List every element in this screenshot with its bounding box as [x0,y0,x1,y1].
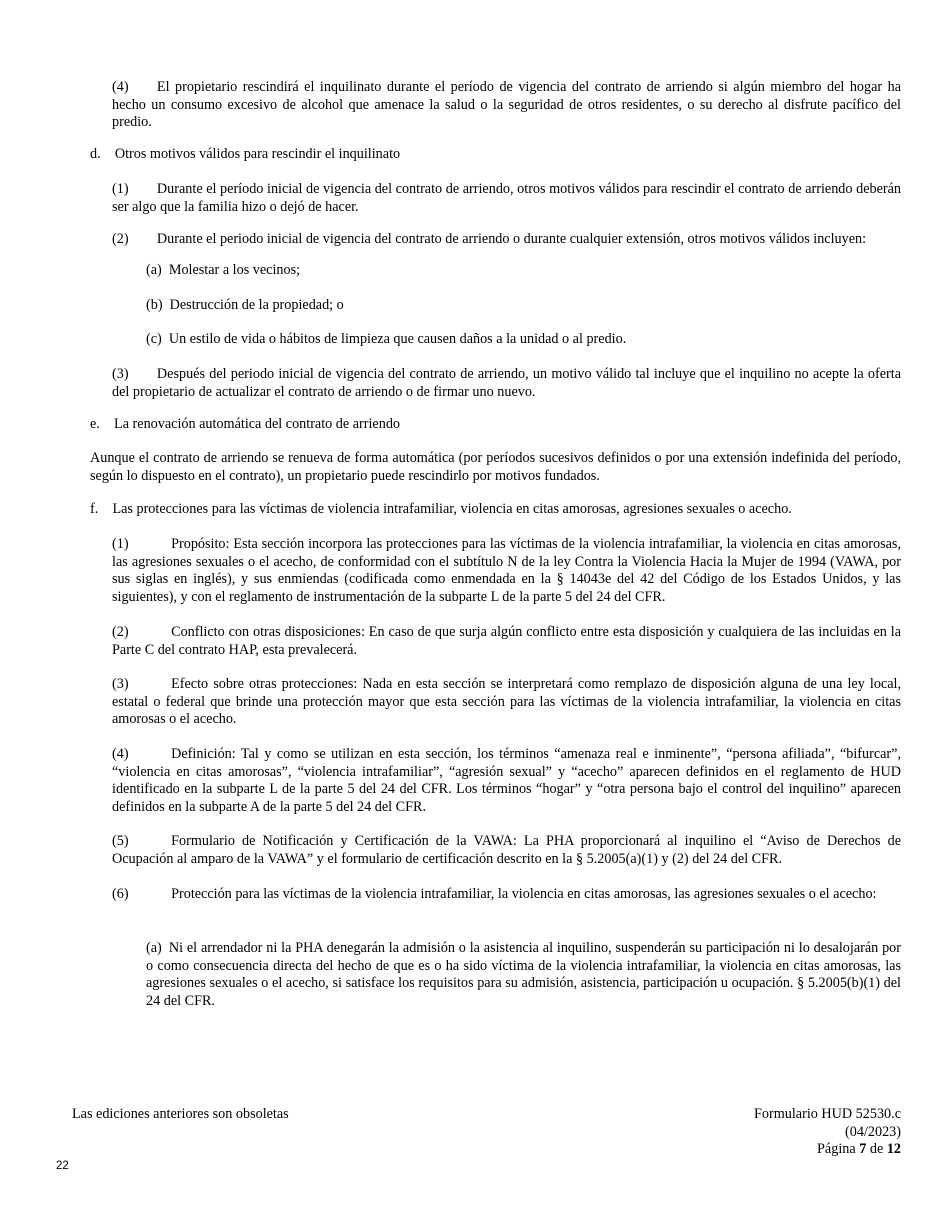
paragraph-d3: (3) Después del periodo inicial de vigencia del contrato de arriendo, un motivo válido tal incluye que el inquilino no acepte la oferta del propietario de actualizar el contrato de arriendo o de firmar uno nuevo. [112,366,901,400]
paragraph-f3: (3) Efecto sobre otras protecciones: Nada en esta sección se interpretará como remplazo de disposición alguna de una ley local, estatal o federal que brinde una protección mayor que esta sección para las víctimas de la violencia intrafamiliar, la violencia en citas amorosas o el acecho. [112,676,901,728]
page-current: 7 [859,1141,867,1158]
paragraph-f2: (2) Conflicto con otras disposiciones: En caso de que surja algún conflicto entre esta disposición y cualquiera de las incluidas en la Parte C del contrato HAP, esta prevalecerá. [112,624,901,658]
footer-edition-note: Las ediciones anteriores son obsoletas [72,1106,289,1122]
list-item-d2b: (b) Destrucción de la propiedad; o [146,297,344,313]
footer-page-indicator [754,1141,901,1159]
page-prefix: Página [817,1141,860,1158]
page-total: 12 [886,1141,901,1158]
paragraph-f4: (4) Definición: Tal y como se utilizan en esta sección, los términos “amenaza real e inminente”, “persona afiliada”, “bifurcar”, “violencia en citas amorosas”, “violencia intrafamiliar”, “agresión sexual” y “acecho” aparecen definidos en el reglamento de HUD identificado en la subparte L de la parte 5 del 24 del CFR. Los términos “hogar” y “otra persona bajo el control del inquilino” aparecen definidos en la subparte A de la parte 5 del 24 del CFR. [112,746,901,815]
footer-form-info [754,1106,901,1159]
page-separator: de [866,1141,887,1158]
page-number: 22 [56,1160,69,1172]
paragraph-f5: (5) Formulario de Notificación y Certificación de la VAWA: La PHA proporcionará al inquilino el “Aviso de Derechos de Ocupación al amparo de la VAWA” y el formulario de certificación descrito en la § 5.2005(a)(1) y (2) del 24 del CFR. [112,833,901,867]
list-item-d2a: (a) Molestar a los vecinos; [146,262,301,278]
paragraph-d1: (1) Durante el período inicial de vigencia del contrato de arriendo, otros motivos válidos para rescindir el contrato de arriendo deberán ser algo que la familia hizo o dejó de hacer. [112,181,901,215]
paragraph-e: Aunque el contrato de arriendo se renueva de forma automática (por períodos sucesivos definidos o por una extensión indefinida del período, según lo dispuesto en el contrato), un propietario puede rescindirlo por motivos fundados. [90,450,901,484]
section-f-heading: f. Las protecciones para las víctimas de violencia intrafamiliar, violencia en citas amorosas, agresiones sexuales o acecho. [90,501,792,517]
paragraph-f6: (6) Protección para las víctimas de la violencia intrafamiliar, la violencia en citas amorosas, las agresiones sexuales o el acecho: [112,886,877,902]
paragraph-d2: (2) Durante el periodo inicial de vigencia del contrato de arriendo o durante cualquier extensión, otros motivos válidos incluyen: [112,231,867,247]
list-item-d2c: (c) Un estilo de vida o hábitos de limpieza que causen daños a la unidad o al predio. [146,331,627,347]
section-e-heading: e. La renovación automática del contrato de arriendo [90,416,401,432]
paragraph-f6a: (a) Ni el arrendador ni la PHA denegarán la admisión o la asistencia al inquilino, suspenderán su participación ni lo desalojarán por o como consecuencia directa del hecho de que es o ha sido víctima de la violencia intrafamiliar, la violencia en citas amorosas, las agresiones sexuales o el acecho, si satisface los requisitos para su admisión, asistencia, participación u ocupación. § 5.2005(b)(1) del 24 del CFR. [146,940,901,1009]
footer-form-date: (04/2023) [845,1123,901,1140]
section-d-heading: d. Otros motivos válidos para rescindir el inquilinato [90,146,401,162]
paragraph-c4: (4) El propietario rescindirá el inquilinato durante el período de vigencia del contrato de arriendo si algún miembro del hogar ha hecho un consumo excesivo de alcohol que amenace la salud o la seguridad de otros residentes, o su derecho al disfrute pacífico del predio. [112,79,901,131]
footer-form-number: Formulario HUD 52530.c [754,1106,901,1122]
paragraph-f1: (1) Propósito: Esta sección incorpora las protecciones para las víctimas de la violencia intrafamiliar, la violencia en citas amorosas, las agresiones sexuales o el acecho, de conformidad con el subtítulo N de la ley Contra la Violencia Hacia la Mujer de 1994 (VAWA, por sus siglas en inglés), y sus enmiendas (codificada como enmendada en la § 14043e del 42 del Código de los Estados Unidos, y las siguientes), y con el reglamento de instrumentación de la subparte L de la parte 5 del 24 del CFR. [112,536,901,605]
